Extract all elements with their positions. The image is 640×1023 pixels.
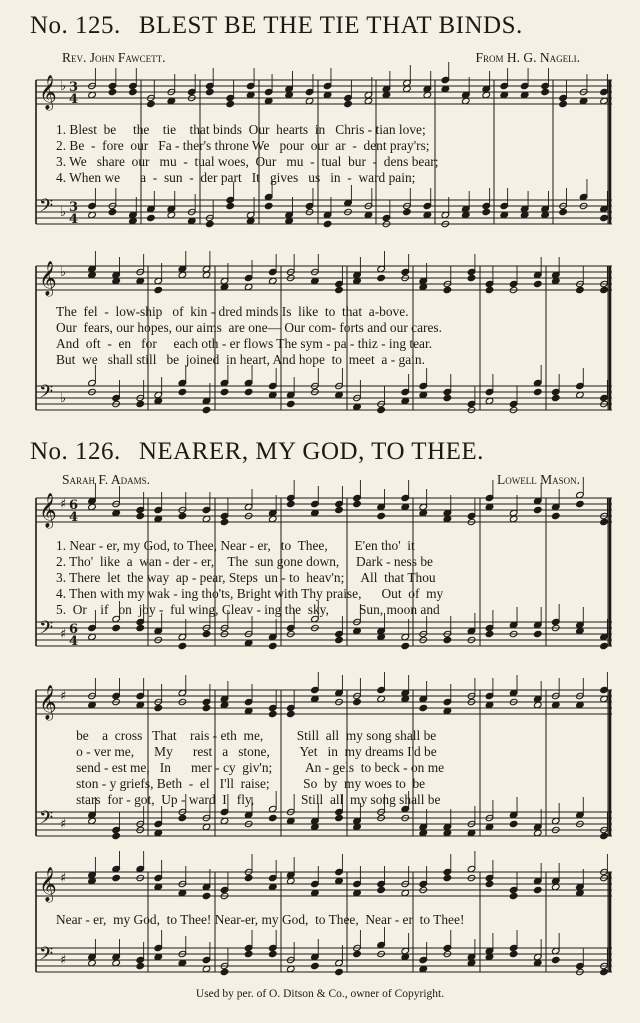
note-head: [419, 704, 428, 711]
note-head: [443, 636, 452, 643]
note-head: [600, 968, 609, 975]
lyric-line: stars for - got, Up - ward I fly, Still all my song shall be: [56, 792, 441, 807]
bass-clef-icon: 𝄢: [39, 618, 54, 643]
note-head: [401, 642, 410, 649]
note-head: [268, 950, 277, 957]
note-head: [482, 208, 491, 215]
flat-icon: ♭: [60, 391, 67, 406]
note-head: [311, 962, 320, 969]
note-head: [485, 286, 494, 293]
note-head: [551, 394, 560, 401]
note-head: [403, 208, 412, 215]
note-head: [112, 832, 121, 839]
note-head: [335, 286, 344, 293]
note-head: [286, 500, 295, 507]
note-head: [443, 874, 452, 881]
treble-clef-icon: 𝄞: [39, 685, 57, 720]
lyric-line: Near - er, my God, to Thee! Near-er, my God, to Thee, Near - er to Thee!: [56, 912, 465, 927]
lyric-line: 1. Near - er, my God, to Thee, Near - er, to Thee, E'en tho' it: [56, 538, 415, 553]
bass-clef-icon: 𝄢: [39, 196, 54, 221]
note-head: [353, 698, 362, 705]
note-head: [600, 832, 609, 839]
note-head: [154, 286, 163, 293]
sharp-icon: ♯: [60, 953, 67, 968]
note-head: [485, 630, 494, 637]
treble-clef-icon: 𝄞: [39, 75, 57, 110]
time-signature-top: 6: [69, 498, 79, 513]
note-head: [335, 506, 344, 513]
note-head: [220, 388, 229, 395]
note-head: [147, 214, 156, 221]
note-head: [533, 280, 542, 287]
time-signature-bottom: 4: [69, 212, 79, 227]
note-head: [335, 636, 344, 643]
note-head: [533, 388, 542, 395]
note-head: [286, 400, 295, 407]
note-head: [268, 814, 277, 821]
music-system: [36, 684, 612, 854]
note-head: [202, 704, 211, 711]
note-head: [377, 512, 386, 519]
note-head: [353, 950, 362, 957]
note-head: [136, 400, 145, 407]
note-head: [178, 814, 187, 821]
music-system: [36, 258, 612, 426]
note-head: [559, 208, 568, 215]
note-head: [377, 886, 386, 893]
note-head: [335, 814, 344, 821]
note-head: [533, 886, 542, 893]
composer-credit: Lowell Mason.: [497, 472, 580, 487]
sharp-icon: ♯: [60, 817, 67, 832]
bass-clef-icon: 𝄢: [39, 944, 54, 969]
note-head: [136, 962, 145, 969]
lyric-line: 1. Blest be the tie that binds Our hearts in Chris - tian love;: [56, 122, 426, 137]
composer-credit: From H. G. Nageli.: [475, 50, 580, 65]
copyright-footer: Used by per. of O. Ditson & Co., owner of Copyright.: [195, 988, 445, 1000]
music-system: [36, 76, 612, 244]
note-head: [220, 518, 229, 525]
note-head: [377, 274, 386, 281]
sharp-icon: ♯: [60, 689, 67, 704]
note-head: [136, 512, 145, 519]
time-signature-bottom: 4: [69, 92, 79, 107]
hymn-title-text: BLEST BE THE TIE THAT BINDS.: [138, 12, 523, 39]
note-head: [443, 286, 452, 293]
lyric-line: The fel - low-ship of kin - dred minds Is like to that a-bove.: [56, 304, 409, 319]
time-signature-top: 3: [69, 80, 79, 95]
note-head: [129, 88, 138, 95]
lyric-line: o - ver me, My rest a stone, Yet in my dreams I'd be: [56, 744, 437, 759]
note-head: [244, 388, 253, 395]
note-head: [509, 820, 518, 827]
lyric-line: 4. When we a - sun - der part It gives us in - ward pain;: [56, 170, 416, 185]
lyric-line: 5. Or if on joy - ful wing, Cleav - ing the sky, Sun, moon and: [56, 602, 440, 617]
sharp-icon: ♯: [60, 497, 67, 512]
note-head: [268, 710, 277, 717]
note-head: [244, 874, 253, 881]
note-head: [335, 968, 344, 975]
note-head: [509, 892, 518, 899]
note-head: [154, 704, 163, 711]
note-head: [600, 214, 609, 221]
note-head: [226, 100, 235, 107]
note-head: [178, 642, 187, 649]
note-head: [541, 88, 550, 95]
flat-icon: ♭: [60, 265, 67, 280]
hymn-126-title: [30, 438, 484, 466]
time-signature-top: 3: [69, 200, 79, 215]
lyric-line: 3. We share our mu - tual woes, Our mu - tual bur - dens bear;: [56, 154, 439, 169]
note-head: [226, 202, 235, 209]
note-head: [202, 406, 211, 413]
treble-clef-icon: 𝄞: [39, 867, 57, 902]
lyric-line: ston - y griefs, Beth - el I'll raise; So by my woes to be: [56, 776, 426, 791]
note-head: [286, 710, 295, 717]
lyric-line: 3. There let the way ap - pear, Steps un - to heav'n; All that Thou: [56, 570, 436, 585]
note-head: [178, 388, 187, 395]
note-head: [509, 950, 518, 957]
note-head: [533, 630, 542, 637]
note-head: [600, 642, 609, 649]
lyricist-credit: Rev. John Fawcett.: [62, 50, 166, 65]
lyric-line: 4. Then with my wak - ing tho'ts, Bright with Thy praise, Out of my: [56, 586, 444, 601]
note-head: [206, 220, 215, 227]
note-head: [244, 950, 253, 957]
lyric-line: And oft - en for each oth - er flows The sym - pa - thiz - ing tear.: [56, 336, 433, 351]
note-head: [202, 630, 211, 637]
lyric-line: send - est me, In mer - cy giv'n; An - gels to beck - on me: [56, 760, 445, 775]
note-head: [220, 968, 229, 975]
note-head: [576, 500, 585, 507]
flat-icon: ♭: [60, 79, 67, 94]
note-head: [551, 512, 560, 519]
bass-clef-icon: 𝄢: [39, 382, 54, 407]
music-system: [36, 494, 612, 664]
treble-clef-icon: 𝄞: [39, 261, 57, 296]
note-head: [467, 274, 476, 281]
note-head: [268, 642, 277, 649]
time-signature-bottom: 4: [69, 634, 79, 649]
note-head: [264, 202, 273, 209]
note-head: [108, 208, 117, 215]
sharp-icon: ♯: [60, 627, 67, 642]
time-signature-top: 6: [69, 622, 79, 637]
hymn-125-title: [30, 12, 523, 40]
treble-clef-icon: 𝄞: [39, 493, 57, 528]
hymn-number: No. 125.: [30, 12, 121, 39]
lyric-line: 2. Be - fore our Fa - ther's throne We pour our ar - dent pray'rs;: [56, 138, 430, 153]
note-head: [600, 518, 609, 525]
note-head: [178, 512, 187, 519]
note-head: [202, 892, 211, 899]
hymn-number: No. 126.: [30, 438, 121, 465]
lyric-line: be a cross That rais - eth me, Still all my song shall be: [56, 728, 437, 743]
music-system: [36, 868, 612, 984]
lyricist-credit: Sarah F. Adams.: [62, 472, 150, 487]
note-head: [600, 286, 609, 293]
hymn-title-text: NEARER, MY GOD, TO THEE.: [138, 438, 484, 465]
lyric-line: Our fears, our hopes, our aims are one— Our com- forts and our cares.: [56, 320, 442, 335]
sharp-icon: ♯: [60, 871, 67, 886]
note-head: [112, 624, 121, 631]
note-head: [206, 88, 215, 95]
note-head: [551, 956, 560, 963]
note-head: [108, 88, 117, 95]
flat-icon: ♭: [60, 205, 67, 220]
note-head: [344, 100, 353, 107]
time-signature-bottom: 4: [69, 510, 79, 525]
bass-clef-icon: 𝄢: [39, 808, 54, 833]
note-head: [377, 406, 386, 413]
note-head: [112, 874, 121, 881]
note-head: [353, 500, 362, 507]
note-head: [485, 880, 494, 887]
note-head: [559, 100, 568, 107]
note-head: [576, 286, 585, 293]
lyric-line: But we shall still be joined in heart, And hope to meet a - gain.: [56, 352, 425, 367]
note-head: [443, 394, 452, 401]
lyric-line: 2. Tho' like a wan - der - er, The sun gone down, Dark - ness be: [56, 554, 433, 569]
note-head: [533, 506, 542, 513]
note-head: [323, 220, 332, 227]
note-head: [136, 624, 145, 631]
note-head: [147, 100, 156, 107]
